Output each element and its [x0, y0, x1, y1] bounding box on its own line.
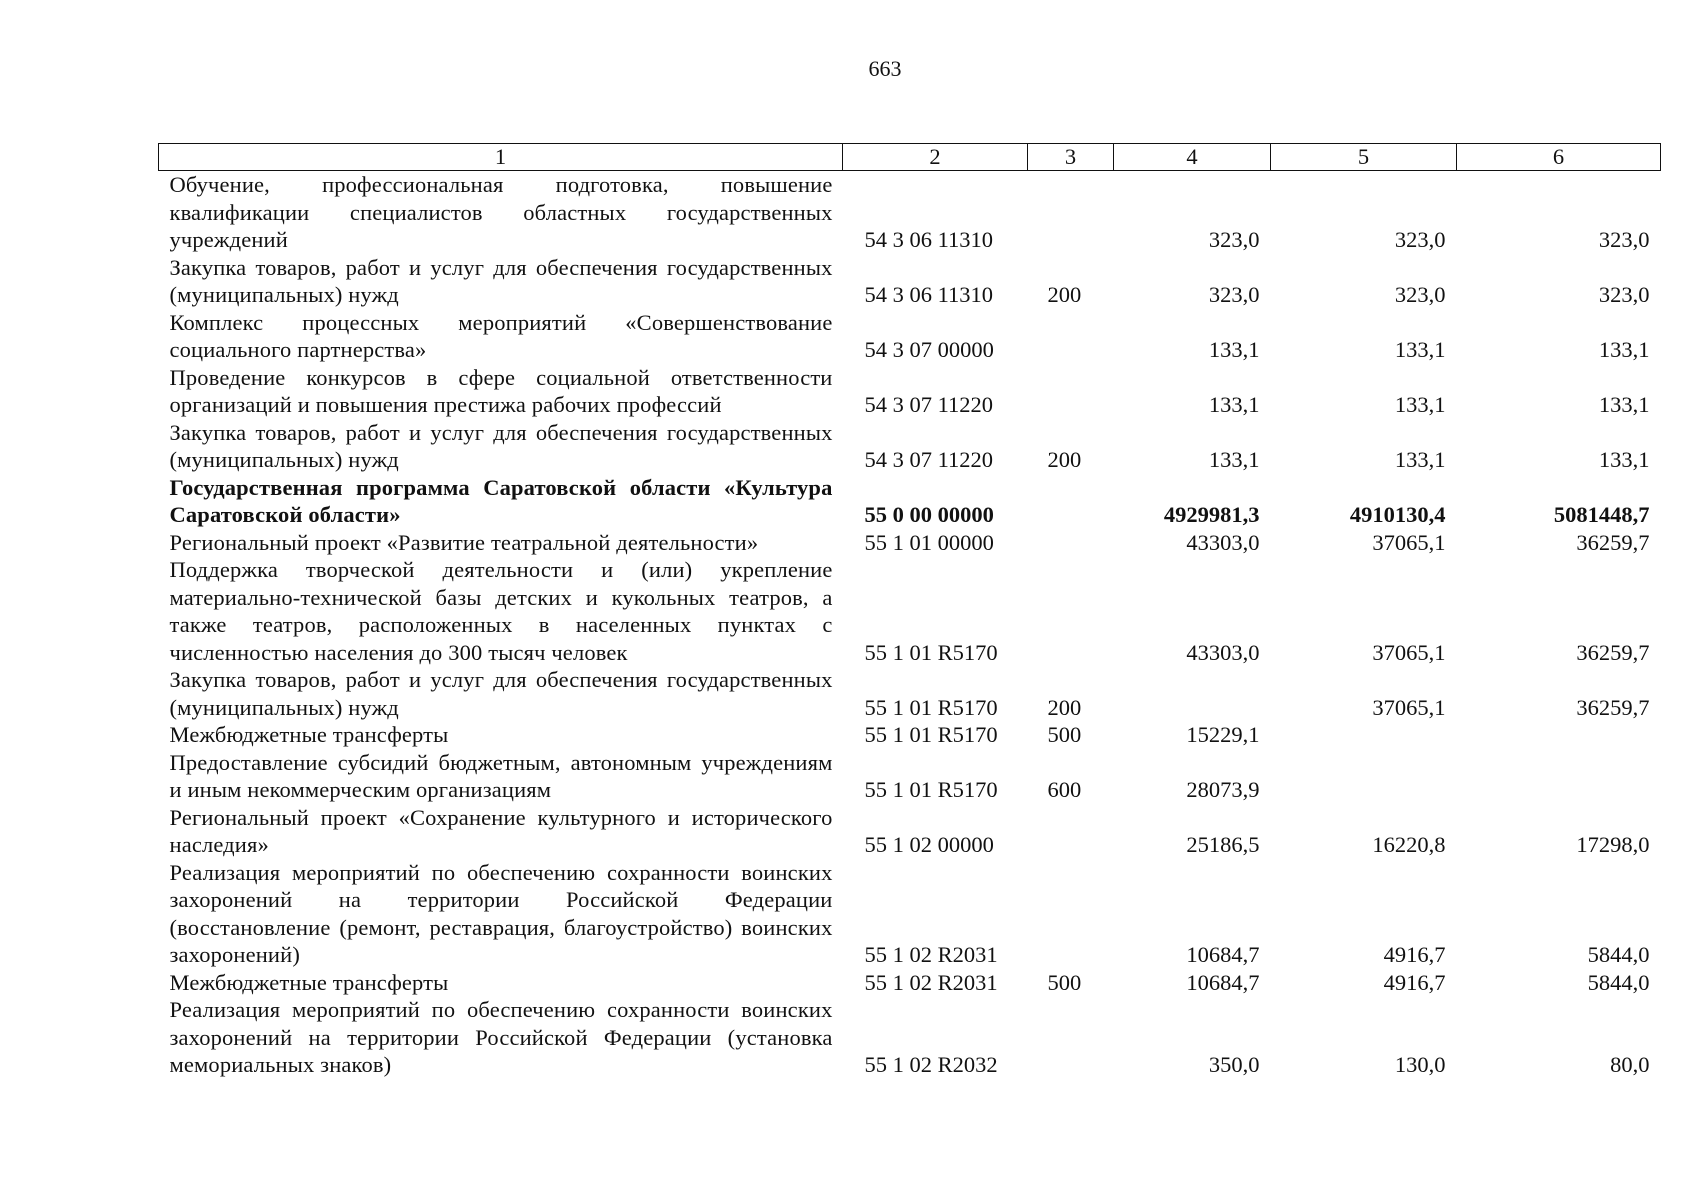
column-header-3: 3	[1028, 144, 1114, 171]
column-header-4: 4	[1114, 144, 1271, 171]
row-code: 55 0 00 00000	[864, 502, 994, 527]
row-expense-type	[1028, 529, 1114, 557]
page-number: 663	[868, 56, 902, 81]
row-code: 55 1 02 R2031	[864, 969, 998, 995]
row-value-col6: 36259,7	[1576, 694, 1650, 720]
row-value-col6: 17298,0	[1576, 832, 1650, 857]
row-name: Региональный проект «Сохранение культурного и исторического наследия»	[169, 804, 833, 857]
row-value-col5	[1271, 749, 1457, 804]
table-row	[159, 749, 1661, 804]
row-value-col4: 133,1	[1208, 392, 1260, 417]
row-code: 55 1 02 R2031	[864, 942, 998, 967]
table-row	[159, 529, 1661, 557]
row-value-col5: 323,0	[1394, 227, 1446, 252]
row-name: Проведение конкурсов в сфере социальной ответственности организаций и повышения престижа рабочих профессий	[169, 364, 833, 417]
row-name: Государственная программа Саратовской области «Культура Саратовской области»	[169, 474, 833, 527]
row-expense-type	[1028, 556, 1114, 666]
row-value-col5: 130,0	[1394, 1052, 1446, 1077]
row-value-col6: 5844,0	[1587, 942, 1650, 967]
row-value-col6	[1457, 749, 1661, 804]
table-row	[159, 364, 1661, 419]
table-row	[159, 254, 1661, 309]
row-code: 55 1 02 00000	[864, 832, 994, 857]
row-value-col5: 133,1	[1394, 337, 1446, 362]
row-value-col6: 133,1	[1598, 392, 1650, 417]
row-value-col4: 133,1	[1208, 447, 1260, 472]
row-value-col5: 4916,7	[1383, 969, 1446, 995]
row-expense-type: 200	[1047, 447, 1082, 472]
row-expense-type: 500	[1047, 722, 1082, 747]
row-value-col4: 43303,0	[1186, 529, 1260, 555]
row-code: 55 1 01 R5170	[864, 694, 998, 720]
row-expense-type	[1028, 474, 1114, 529]
row-expense-type	[1028, 171, 1114, 254]
table-row	[159, 474, 1661, 529]
row-expense-type: 200	[1047, 282, 1082, 307]
row-value-col6: 36259,7	[1576, 529, 1650, 555]
row-value-col6: 323,0	[1598, 227, 1650, 252]
row-value-col5: 4910130,4	[1349, 502, 1446, 527]
row-code: 54 3 07 11220	[864, 447, 994, 472]
row-value-col6: 323,0	[1598, 282, 1650, 307]
table-header	[159, 144, 1661, 171]
row-name: Реализация мероприятий по обеспечению сохранности воинских захоронений на территории Российской Федерации (установка мемориальных знаков)	[169, 997, 833, 1077]
row-name: Межбюджетные трансферты	[169, 969, 449, 995]
row-value-col5: 133,1	[1394, 447, 1446, 472]
row-code: 55 1 01 R5170	[864, 639, 998, 665]
row-value-col4: 323,0	[1208, 227, 1260, 252]
table-row	[159, 859, 1661, 969]
row-value-col5: 37065,1	[1372, 529, 1446, 555]
row-value-col4: 28073,9	[1186, 777, 1260, 802]
row-code: 55 1 01 R5170	[864, 777, 998, 802]
row-value-col5: 323,0	[1394, 282, 1446, 307]
table-row	[159, 996, 1661, 1079]
row-value-col4: 323,0	[1208, 282, 1260, 307]
row-value-col4: 350,0	[1208, 1052, 1260, 1077]
row-name: Поддержка творческой деятельности и (или) укрепление материально-технической базы детских и кукольных театров, а также театров, расположенных в населенных пунктах с численностью населения до 300 тысяч человек	[169, 557, 833, 665]
table-row	[159, 666, 1661, 721]
row-value-col5: 16220,8	[1372, 832, 1446, 857]
table-row	[159, 804, 1661, 859]
row-code: 55 1 01 00000	[864, 529, 994, 555]
table-row	[159, 419, 1661, 474]
column-header-1: 1	[159, 144, 843, 171]
table-row	[159, 171, 1661, 254]
table-row	[159, 556, 1661, 666]
row-value-col4: 43303,0	[1186, 639, 1260, 665]
row-name: Закупка товаров, работ и услуг для обеспечения государственных (муниципальных) нужд	[169, 254, 833, 307]
row-value-col4: 15229,1	[1186, 722, 1260, 747]
row-name: Закупка товаров, работ и услуг для обеспечения государственных (муниципальных) нужд	[169, 667, 833, 720]
row-expense-type: 600	[1047, 777, 1082, 802]
table-body	[159, 171, 1661, 1079]
row-expense-type	[1028, 364, 1114, 419]
row-value-col6	[1457, 721, 1661, 749]
row-code: 54 3 06 11310	[864, 282, 994, 307]
row-value-col6: 36259,7	[1576, 639, 1650, 665]
row-value-col6: 133,1	[1598, 447, 1650, 472]
row-value-col5: 4916,7	[1383, 942, 1446, 967]
row-name: Региональный проект «Развитие театральной деятельности»	[169, 529, 759, 555]
row-expense-type	[1028, 996, 1114, 1079]
table-row	[159, 969, 1661, 997]
row-value-col4: 10684,7	[1186, 969, 1260, 995]
row-name: Комплекс процессных мероприятий «Совершенствование социального партнерства»	[169, 309, 833, 362]
table-row	[159, 721, 1661, 749]
row-value-col6: 80,0	[1610, 1052, 1650, 1077]
row-name: Межбюджетные трансферты	[169, 722, 449, 747]
row-value-col5: 37065,1	[1372, 639, 1446, 665]
column-header-5: 5	[1271, 144, 1457, 171]
row-value-col5	[1271, 721, 1457, 749]
header-row	[159, 144, 1661, 171]
budget-table	[158, 143, 1661, 1079]
row-value-col4: 10684,7	[1186, 942, 1260, 967]
row-expense-type	[1028, 859, 1114, 969]
row-code: 54 3 07 11220	[864, 392, 994, 417]
row-code: 55 1 02 R2032	[864, 1052, 998, 1077]
row-expense-type	[1028, 804, 1114, 859]
row-expense-type: 500	[1047, 969, 1082, 995]
row-value-col6: 5844,0	[1587, 969, 1650, 995]
row-name: Обучение, профессиональная подготовка, повышение квалификации специалистов областных государственных учреждений	[169, 172, 833, 252]
row-value-col4: 4929981,3	[1163, 502, 1260, 527]
row-code: 54 3 07 00000	[864, 337, 994, 362]
row-name: Предоставление субсидий бюджетным, автономным учреждениям и иным некоммерческим организациям	[169, 749, 833, 802]
row-value-col5: 37065,1	[1372, 694, 1446, 720]
row-expense-type	[1028, 309, 1114, 364]
row-name: Закупка товаров, работ и услуг для обеспечения государственных (муниципальных) нужд	[169, 419, 833, 472]
row-name: Реализация мероприятий по обеспечению сохранности воинских захоронений на территории Российской Федерации (восстановление (ремонт, реставрация, благоустройство) воинских захоронений)	[169, 859, 833, 967]
row-expense-type: 200	[1047, 694, 1082, 720]
table-row	[159, 309, 1661, 364]
column-header-2: 2	[843, 144, 1028, 171]
row-value-col4	[1114, 666, 1271, 721]
row-value-col4: 133,1	[1208, 337, 1260, 362]
row-code: 55 1 01 R5170	[864, 722, 998, 747]
column-header-6: 6	[1457, 144, 1661, 171]
row-value-col6: 5081448,7	[1553, 502, 1650, 527]
row-value-col6: 133,1	[1598, 337, 1650, 362]
row-code: 54 3 06 11310	[864, 227, 994, 252]
row-value-col5: 133,1	[1394, 392, 1446, 417]
row-value-col4: 25186,5	[1186, 832, 1260, 857]
